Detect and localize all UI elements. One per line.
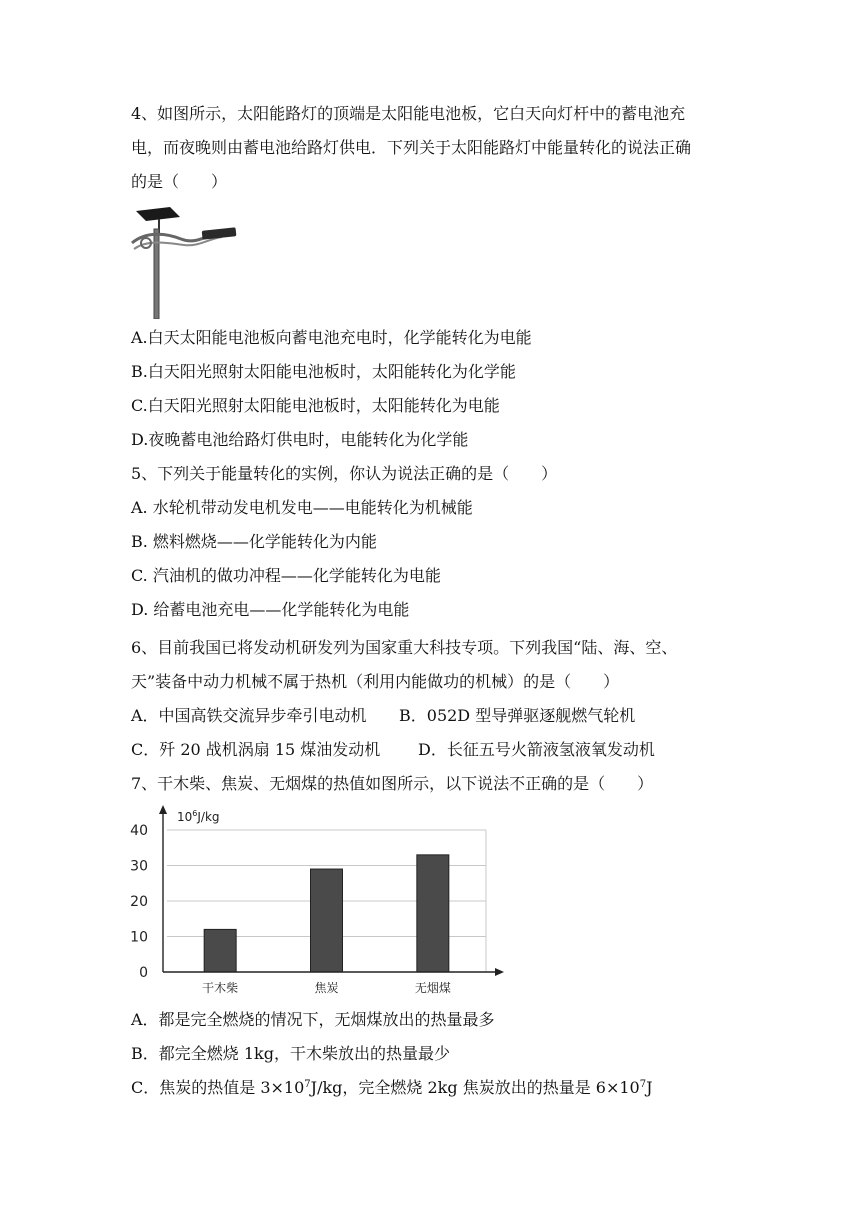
y-tick-label: 20 [130,894,148,910]
q6-stem-line-1: 6、目前我国已将发动机研发列为国家重大科技专项。下列我国“陆、海、空、 [131,638,678,657]
y-axis-label: $10^6J/kg$ [177,809,220,824]
chart-bars [204,855,449,972]
bar-0 [204,929,236,972]
heat-value-bar-chart [120,800,520,1000]
q4-stem-line-1: 4、如图所示，太阳能路灯的顶端是太阳能电池板，它白天向灯杆中的蓄电池充 [131,104,686,123]
y-tick-label: 0 [139,965,148,981]
q4-stem-line-2: 电，而夜晚则由蓄电池给路灯供电．下列关于太阳能路灯中能量转化的说法正确 [131,138,692,157]
x-axis-arrow [495,968,504,976]
q7-option-b: B．都完全燃烧 1kg，干木柴放出的热量最少 [131,1044,450,1063]
bar-2 [417,855,449,972]
q5-option-d: D. 给蓄电池充电——化学能转化为电能 [131,600,410,619]
chart-x-labels [202,980,451,995]
q4-option-b: B.白天阳光照射太阳能电池板时，太阳能转化为化学能 [131,362,516,381]
q6-stem-line-2: 天”装备中动力机械不属于热机（利用内能做功的机械）的是（ ） [131,672,620,691]
q4-stem-line-3: 的是（ ） [131,172,228,191]
q5-stem: 5、下列关于能量转化的实例，你认为说法正确的是（ ） [131,464,558,483]
y-axis-arrow [159,805,167,814]
q7-option-c-exponent-1: 7 [304,1079,311,1090]
q7-stem: 7、干木柴、焦炭、无烟煤的热值如图所示，以下说法不正确的是（ ） [131,774,654,793]
x-tick-label: 干木柴 [202,981,239,995]
chart-y-ticks [130,823,148,981]
y-tick-label: 40 [130,823,148,839]
x-tick-label: 焦炭 [314,981,339,995]
y-tick-label: 30 [130,858,148,875]
q7-option-c-exponent-2: 7 [639,1079,647,1090]
solar-street-lamp-image [126,203,240,319]
q7-option-c-text-1: C．焦炭的热值是 3×10 [131,1078,305,1097]
y-tick-label: 10 [130,929,148,946]
q7-option-c-text-2: J/kg，完全燃烧 2kg 焦炭放出的热量是 6×10 [310,1078,640,1097]
q6-option-a: A．中国高铁交流异步牵引电动机 [131,706,367,725]
q7-option-a: A．都是完全燃烧的情况下，无烟煤放出的热量最多 [131,1010,495,1029]
q6-option-b: B．052D 型导弹驱逐舰燃气轮机 [399,706,636,725]
q4-option-a: A.白天太阳能电池板向蓄电池充电时，化学能转化为电能 [131,328,532,347]
q4-option-c: C.白天阳光照射太阳能电池板时，太阳能转化为电能 [131,396,500,415]
q5-option-b: B. 燃料燃烧——化学能转化为内能 [131,532,377,551]
q5-option-c: C. 汽油机的做功冲程——化学能转化为电能 [131,566,441,585]
q5-option-a: A. 水轮机带动发电机发电——电能转化为机械能 [131,498,473,517]
x-tick-label: 无烟煤 [414,981,451,995]
q4-option-d: D.夜晚蓄电池给路灯供电时，电能转化为化学能 [131,430,469,449]
q7-option-c [131,1078,653,1098]
q6-option-c: C．歼 20 战机涡扇 15 煤油发动机 [131,740,381,759]
q6-option-d: D．长征五号火箭液氢液氧发动机 [418,740,655,759]
q7-option-c-text-3: J [646,1078,653,1097]
bar-1 [311,869,343,972]
